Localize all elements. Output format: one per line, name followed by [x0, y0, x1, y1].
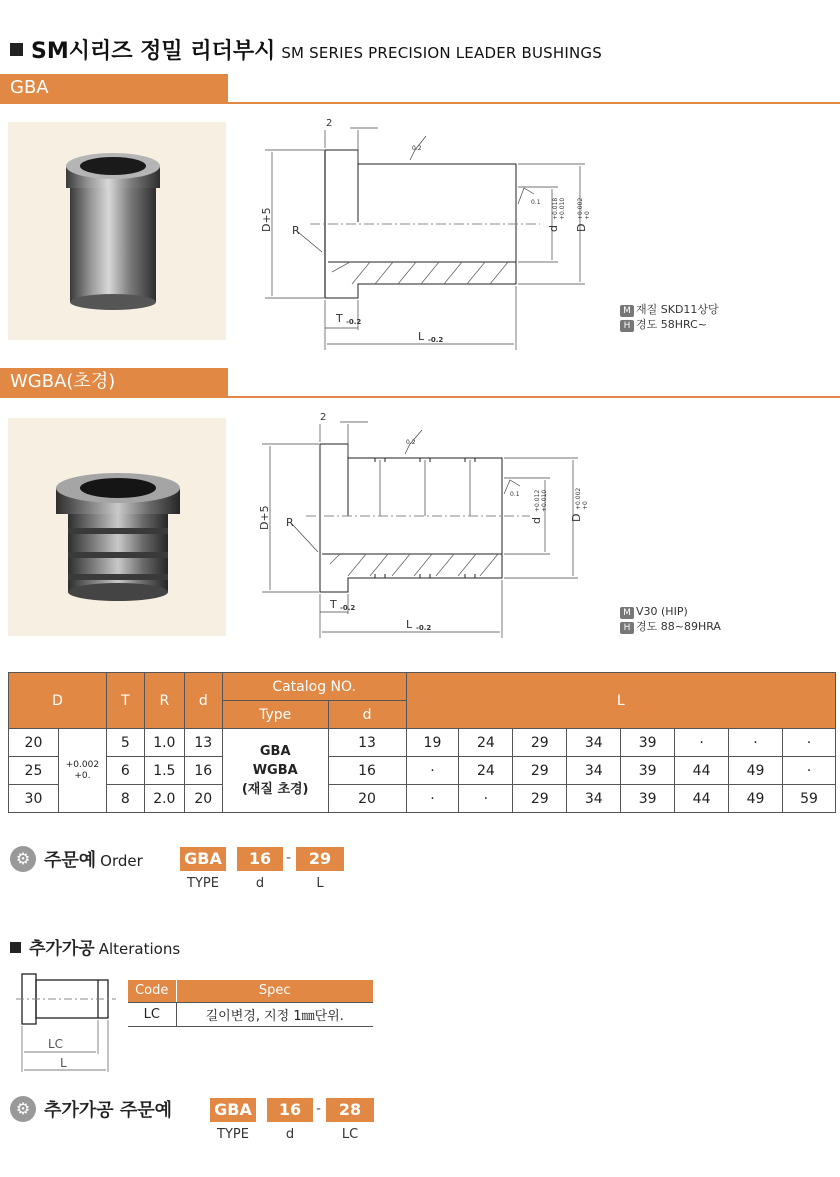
- cell-L: 44: [675, 757, 729, 785]
- cell-L: 19: [406, 729, 459, 757]
- gba-finish-mark: 0.1: [531, 199, 541, 206]
- cell-R: 1.0: [144, 729, 184, 757]
- cell-L: 49: [729, 757, 783, 785]
- alt-order-dash: -: [316, 1101, 322, 1117]
- gba-flange-dim: 2: [326, 118, 333, 129]
- gba-hardness-text: 경도 58HRC~: [636, 318, 708, 331]
- wgba-product-photo: [8, 418, 226, 636]
- order-caption-type: TYPE: [187, 876, 219, 891]
- gba-d-tol-a: +0.018: [552, 197, 559, 220]
- wgba-L-tol: -0.2: [416, 624, 432, 632]
- order-title-en: Order: [100, 852, 143, 870]
- cell-L: ·: [459, 785, 513, 813]
- cell-catalog-d: 16: [328, 757, 406, 785]
- page-title-ko: SM시리즈 정밀 리더부시: [31, 39, 276, 64]
- alterations-title-ko: 추가가공: [29, 939, 95, 959]
- wgba-finish-mark: 0.1: [510, 491, 520, 498]
- tol-lower: +0.: [74, 770, 91, 781]
- wgba-flange-dim: 2: [320, 412, 327, 423]
- wgba-dplus-label: D+5: [258, 505, 271, 530]
- gba-d-tol-b: +0.010: [559, 197, 566, 220]
- cell-L: 24: [459, 729, 513, 757]
- order-code-L: 29: [296, 847, 344, 871]
- alterations-drawing: [10, 968, 125, 1078]
- table-row: [9, 757, 836, 785]
- gba-T-label: T: [336, 312, 343, 325]
- type-line: (재질 초경): [241, 782, 309, 797]
- alt-order-caption-d: d: [285, 1127, 295, 1142]
- cell-L: 39: [621, 785, 675, 813]
- hardness-mark: H: [620, 320, 634, 332]
- cell-L: 59: [782, 785, 835, 813]
- alterations-title: [10, 934, 180, 959]
- type-line: GBA: [259, 744, 291, 759]
- wgba-T-label: T: [330, 598, 337, 611]
- cell-D: 30: [9, 785, 59, 813]
- page-title: [10, 34, 602, 65]
- spec-table: [8, 672, 836, 813]
- alt-order-code-type: GBA: [210, 1098, 256, 1122]
- alt-header-spec: Spec: [176, 980, 373, 1002]
- order-caption-L: L: [316, 876, 324, 891]
- alt-order-title: 추가가공 주문예: [44, 1100, 172, 1121]
- cell-L: 29: [513, 729, 567, 757]
- cell-L: 39: [621, 757, 675, 785]
- wgba-hardness-text: 경도 88~89HRA: [636, 620, 721, 633]
- alt-cell-spec: 길이변경, 지정 1㎜단위.: [176, 1002, 373, 1026]
- gba-D-tol-b: +0: [584, 211, 591, 220]
- cell-L: 29: [513, 757, 567, 785]
- cell-R: 2.0: [144, 785, 184, 813]
- wgba-D-label: D: [570, 513, 583, 522]
- wgba-D-tol-b: +0: [582, 501, 589, 510]
- table-row: [9, 785, 836, 813]
- header-catalog: Catalog NO.: [222, 673, 406, 701]
- cell-T: 5: [106, 729, 144, 757]
- gba-d-label: d: [547, 225, 560, 232]
- order-example-heading: [10, 846, 143, 872]
- alt-order-example-heading: [10, 1096, 172, 1122]
- cell-d: 20: [184, 785, 222, 813]
- wgba-technical-drawing: [240, 406, 620, 651]
- gba-L-tol: -0.2: [428, 336, 444, 344]
- material-mark: M: [620, 305, 634, 317]
- gba-L-label: L: [418, 330, 425, 343]
- cell-type: [222, 729, 328, 813]
- section-tab-gba: GBA: [0, 74, 228, 102]
- square-bullet-icon: [10, 942, 21, 953]
- alterations-title-en: Alterations: [98, 940, 181, 958]
- cell-d: 16: [184, 757, 222, 785]
- gba-radius-label: R: [292, 224, 300, 237]
- order-dash: -: [286, 850, 292, 866]
- cell-L: 24: [459, 757, 513, 785]
- cell-L: 49: [729, 785, 783, 813]
- header-type: Type: [222, 701, 328, 729]
- wgba-material-notes: [620, 604, 721, 634]
- cell-D: 25: [9, 757, 59, 785]
- cell-catalog-d: 13: [328, 729, 406, 757]
- gear-icon: ⚙: [10, 1096, 36, 1122]
- alt-order-caption-type: TYPE: [217, 1127, 249, 1142]
- section-bar-wgba: [0, 368, 840, 398]
- cell-T: 6: [106, 757, 144, 785]
- alt-order-code-lc: 28: [326, 1098, 374, 1122]
- gba-surface-mark: 0.2: [412, 145, 422, 152]
- section-tab-wgba: WGBA(초경): [0, 368, 228, 396]
- gba-product-photo: [8, 122, 226, 340]
- cell-T: 8: [106, 785, 144, 813]
- alt-header-code: Code: [128, 980, 176, 1002]
- wgba-surface-mark: 0.2: [406, 439, 416, 446]
- alterations-l-label: L: [60, 1056, 67, 1070]
- gba-T-tol: -0.2: [346, 318, 362, 326]
- cell-L: ·: [406, 785, 459, 813]
- order-title-ko: 주문예: [44, 850, 97, 871]
- section-bar-gba: [0, 74, 840, 104]
- page-title-en: SM SERIES PRECISION LEADER BUSHINGS: [281, 44, 602, 62]
- cell-L: 34: [567, 757, 621, 785]
- cell-L: ·: [729, 729, 783, 757]
- alterations-table: [128, 980, 373, 1027]
- header-catalog-d: d: [328, 701, 406, 729]
- wgba-L-label: L: [406, 618, 413, 631]
- cell-L: ·: [782, 757, 835, 785]
- wgba-d-tol-a: +0.012: [534, 489, 541, 512]
- order-code-d: 16: [237, 847, 283, 871]
- gba-technical-drawing: [240, 112, 620, 357]
- gba-material-text: 재질 SKD11상당: [636, 303, 719, 316]
- alt-cell-code: LC: [128, 1002, 176, 1026]
- type-line: WGBA: [252, 763, 298, 778]
- alt-order-code-d: 16: [267, 1098, 313, 1122]
- order-code-type: GBA: [180, 847, 226, 871]
- cell-L: 44: [675, 785, 729, 813]
- cell-L: 29: [513, 785, 567, 813]
- header-d: d: [184, 673, 222, 729]
- cell-L: 34: [567, 729, 621, 757]
- header-D: D: [9, 673, 107, 729]
- wgba-D-tol-a: +0.002: [575, 487, 582, 510]
- cell-L: ·: [675, 729, 729, 757]
- cell-D: 20: [9, 729, 59, 757]
- tol-upper: +0.002: [65, 759, 100, 770]
- cell-L: 39: [621, 729, 675, 757]
- header-T: T: [106, 673, 144, 729]
- wgba-material-text: V30 (HIP): [636, 605, 688, 618]
- gba-dplus-label: D+5: [260, 207, 273, 232]
- table-row: [9, 729, 836, 757]
- cell-d: 13: [184, 729, 222, 757]
- gba-D-tol-a: +0.002: [577, 197, 584, 220]
- gba-material-notes: [620, 302, 719, 332]
- alt-order-caption-lc: LC: [341, 1127, 359, 1142]
- hardness-mark: H: [620, 622, 634, 634]
- cell-L: ·: [406, 757, 459, 785]
- wgba-radius-label: R: [286, 516, 294, 529]
- gear-icon: ⚙: [10, 846, 36, 872]
- order-caption-d: d: [255, 876, 265, 891]
- cell-R: 1.5: [144, 757, 184, 785]
- gba-D-label: D: [575, 223, 588, 232]
- alterations-lc-label: LC: [48, 1037, 64, 1051]
- header-L: L: [406, 673, 836, 729]
- wgba-d-label: d: [530, 517, 543, 524]
- cell-D-tolerance: [58, 729, 106, 813]
- table-row: [128, 1002, 373, 1026]
- material-mark: M: [620, 607, 634, 619]
- wgba-d-tol-b: +0.010: [541, 489, 548, 512]
- square-bullet-icon: [10, 43, 23, 56]
- cell-L: 34: [567, 785, 621, 813]
- cell-L: ·: [782, 729, 835, 757]
- header-R: R: [144, 673, 184, 729]
- cell-catalog-d: 20: [328, 785, 406, 813]
- wgba-T-tol: -0.2: [340, 604, 356, 612]
